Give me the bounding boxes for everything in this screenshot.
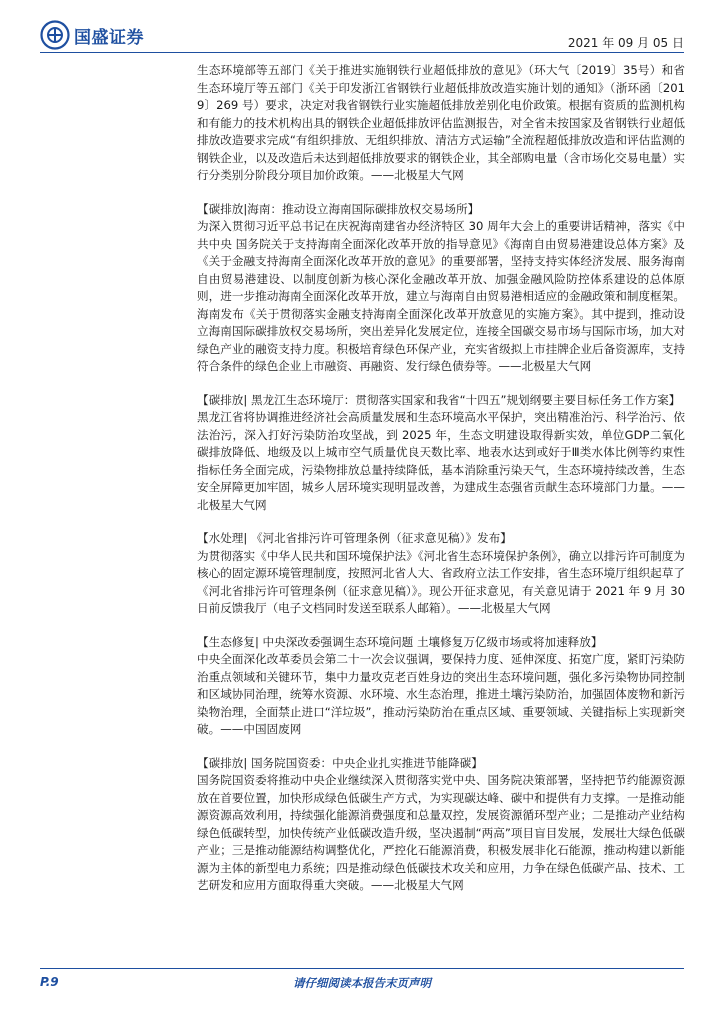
news-item-body: 为深入贯彻习近平总书记在庆祝海南建省办经济特区 30 周年大会上的重要讲话精神，落实《中共中央 国务院关于支持海南全面深化改革开放的指导意见》《海南自由贸易港建设总体方案》及《关于金融支持海南全面深化改革开放的意见》的重要部署，坚持支持实体经济发展、服务海南自由贸易港建设、以制度创新为核心深化金融改革开放、加强金融风险防控体系建设的总体原则，进一步推动海南全面深化改革开放，建立与海南自由贸易港相适应的金融政策和制度框架。海南发布《关于贯彻落实金融支持海南全面深化改革开放意见的实施方案》。其中提到，推动设立海南国际碳排放权交易场所，突出差异化发展定位，连接全国碳交易市场与国际市场，加大对绿色产业的融资支持力度。积极培育绿色环保产业，充实省级拟上市挂牌企业后备资源库，支持符合条件的绿色企业上市融资、再融资、发行绿色债券等。——北极星大气网 [197,219,685,373]
news-item-body: 为贯彻落实《中华人民共和国环境保护法》《河北省生态环境保护条例》，确立以排污许可制度为核心的固定源环境管理制度，按照河北省人大、省政府立法工作安排，省生态环境厅组织起草了《河北省排污许可管理条例（征求意见稿）》。现公开征求意见，有关意见请于 2021 年 9 月 30 日前反馈我厅（电子文档同时发送至联系人邮箱）。——北极星大气网 [197,548,685,615]
news-item-title: 【碳排放| 国务院国资委：中央企业扎实推进节能降碳】 [197,755,483,770]
news-item [197,530,685,618]
page-header [0,0,724,56]
brand-mark-icon [40,20,70,50]
news-item [197,392,685,515]
intro-block [197,62,685,185]
brand-name: 国盛证券 [74,27,144,48]
news-item-title: 【碳排放|海南：推动设立海南国际碳排放权交易场所】 [197,201,480,216]
news-item-body: 中央全面深化改革委员会第二十一次会议强调，要保持力度、延伸深度、拓宽广度，紧盯污染防治重点领域和关键环节，集中力量攻克老百姓身边的突出生态环境问题，强化多污染物协同控制和区域协同治理，统筹水资源、水环境、水生态治理，推进土壤污染防治，加强固体废物和新污染物治理，全面禁止进口“洋垃圾”，推动污染防治在重点区域、重要领域、关键指标上实现新突破。——中国固废网 [197,652,685,736]
footer-divider [40,968,684,969]
intro-paragraph: 生态环境部等五部门《关于推进实施钢铁行业超低排放的意见》（环大气〔2019〕35号）和省生态环境厅等五部门《关于印发浙江省钢铁行业超低排放改造实施计划的通知》（浙环函〔2019〕269 号）要求，决定对我省钢铁行业实施超低排放差别化电价政策。根据有资质的监测机构和有能力的技术机构出具的钢铁企业超低排放评估监测报告，对全省未按国家及省钢铁行业超低排放改造要求完成“有组织排放、无组织排放、清洁方式运输”全流程超低排放改造和评估监测的钢铁企业，以及改造后未达到超低排放要求的钢铁企业，其全部购电量（含市场化交易电量）实行分类别分阶段分项目加价政策。——北极星大气网 [197,63,685,182]
news-item [197,755,685,895]
main-content [197,62,685,911]
news-item-title: 【生态修复| 中央深改委强调生态环境问题 土壤修复万亿级市场或将加速释放】 [197,634,603,649]
news-item [197,634,685,739]
news-item-body: 黑龙江省将协调推进经济社会高质量发展和生态环境高水平保护，突出精准治污、科学治污、依法治污，深入打好污染防治攻坚战，到 2025 年，生态文明建设取得新实效，单位GDP二氧化碳排放降低、地级及以上城市空气质量优良天数比率、地表水达到或好于Ⅲ类水体比例等约束性指标任务全面完成，污染物排放总量持续降低，基本消除重污染天气，生态环境持续改善，生态安全屏障更加牢固，城乡人居环境实现明显改善，为建成生态强省贡献生态环境部门力量。——北极星大气网 [197,410,685,512]
header-divider [40,52,684,53]
page-number: P.9 [40,975,59,989]
report-date: 2021 年 09 月 05 日 [567,36,684,50]
news-item [197,201,685,376]
disclaimer-note: 请仔细阅读本报告末页声明 [293,976,431,990]
news-item-title: 【碳排放| 黑龙江生态环境厅：贯彻落实国家和我省“十四五”规划纲要主要目标任务工作方案】 [197,392,681,407]
news-item-body: 国务院国资委将推动中央企业继续深入贯彻落实党中央、国务院决策部署，坚持把节约能源资源放在首要位置，加快形成绿色低碳生产方式，为实现碳达峰、碳中和提供有力支撑。一是推动能源资源高效利用，持续强化能源消费强度和总量双控，发展资源循环型产业；二是推动产业结构绿色低碳转型，加快传统产业低碳改造升级，坚决遏制“两高”项目盲目发展，发展壮大绿色低碳产业；三是推动能源结构调整优化，严控化石能源消费，积极发展非化石能源，推动构建以新能源为主体的新型电力系统；四是推动绿色低碳技术攻关和应用，力争在绿色低碳产品、技术、工艺研发和应用方面取得重大突破。——北极星大气网 [197,773,685,892]
news-item-title: 【水处理| 《河北省排污许可管理条例（征求意见稿）》发布】 [197,531,512,545]
brand-logo [40,20,144,50]
